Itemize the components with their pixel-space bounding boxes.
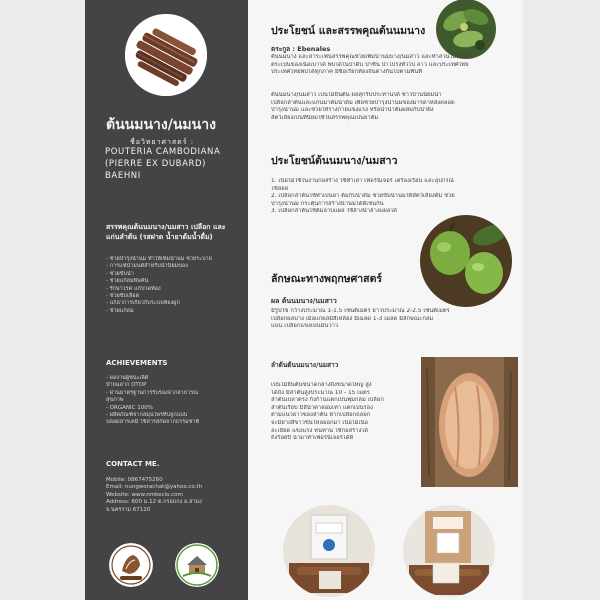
uses-line: บำรุงน้ำนม กระตุ้นการสร้างน้ำนมได้ดีเช่นกัน — [271, 200, 384, 207]
flyer-page — [85, 0, 523, 600]
fruit-title: ผล ต้นนมนาง/นมสาว — [271, 297, 337, 305]
contact-mobile: Mobile: 0867475260 — [106, 477, 163, 483]
contact-address-2: จ.นครราม 67120 — [106, 506, 151, 513]
benefits-line: - ช่วยแก้ลมพิษคัน — [106, 278, 149, 285]
description-line: เปลือกลำต้นและแก่นมาต้มน้ำดื่ม เพื่อช่วยบำรุงน้ำนมของมารดาหลังคลอด — [271, 99, 455, 106]
benefits-list — [106, 256, 231, 315]
fruit-description — [271, 308, 511, 331]
scientific-name-label: ชื่อวิทยาศาสตร์ : — [130, 138, 195, 146]
trunk-line: ถึงร้อยปี นำมาทำเฟอร์นิเจอร์ได้ดี — [271, 435, 354, 442]
trunk-title: ลำต้นต้นนมนาง/นมสาว — [271, 361, 339, 369]
achievement-line: - ผลิตภัณฑ์จากสมุนไพรที่ปลูกแบบ — [106, 412, 188, 419]
uses-line: 3. เปลือกลำต้นใช้ต้มอาบแผล ใช้ล้างน้ำล้างแผลได้ — [271, 208, 398, 215]
benefits-line: - การแช่น้ำมนต์สำหรับน้ำนิยมของ — [106, 263, 188, 270]
description-paragraph — [271, 92, 501, 122]
benefits-line: - แก้อาการเกี่ยวกับระบบท้องผูก — [106, 300, 180, 307]
trunk-line: ตามแนวยาวของลำต้น หากเปลือกถลอก — [271, 412, 371, 419]
uses-line: 2. เปลือกลำต้นใช้ทำเป็นยา ต้มกับน้ำดื่ม ช่วยขับน้ำนมให้สัตว์เลี้ยงดื่ม ช่วย — [271, 193, 455, 200]
uses-list — [271, 178, 506, 216]
contact-website: Website: www.nmkeclo.com — [106, 491, 183, 498]
description-line: ต้นนมนาง/นมสาว เป็นไม้ยืนต้น ผลสุกรับประทานได้ ชาวบ้านนิยมนำ — [271, 92, 442, 98]
trunk-line: จะมียางสีขาวข้นไหลออกมา เนื้อไม้เนื้อ — [271, 419, 369, 426]
botany-heading: ลักษณะทางพฤกษศาสตร์ — [271, 273, 383, 285]
right-panel — [248, 0, 523, 600]
uses-line: ใช้สอย — [271, 185, 289, 192]
farm-logo-icon — [175, 543, 219, 587]
product-photo-tea — [403, 505, 495, 597]
scientific-name: POUTERIA CAMBODIANA (PIERRE EX DUBARD) BAEHNI — [105, 147, 221, 181]
uses-line: 1. เนื้อไม้ใช้ในงานก่อสร้าง ใช้ทำเสา เฟอร์นิเจอร์ เครื่องเรือน และอุปกรณ์ — [271, 178, 454, 184]
trunk-line: ลำต้นเรียบ มีสีน้ำตาลอมเทา แตกเป็นร่อง — [271, 404, 373, 411]
trunk-line: เป็นไม้ยืนต้นขนาดกลางถึงขนาดใหญ่ สูง — [271, 382, 372, 388]
achievement-line: ปลอดสารเคมี ใช้สารสกัดจากธรรมชาติ — [106, 419, 200, 426]
intro-line: ตระเป็นของเนื้อเบาได้ พบได้ในป่าดิบ ป่าชื้น ป่าโปร่งทั่วไป ลาว และประเทศไทย — [271, 61, 469, 68]
contact-address: Address: 600 ม.12 ต.กรอบกง อ.สามง — [106, 499, 202, 506]
description-line: สัตว์เลี้ยงเป็นที่นิยมใช้ในสรรพคุณเป็นยาต้ม — [271, 114, 379, 121]
intro-paragraph — [271, 54, 501, 77]
benefits-line: - รักษาโรค แก้ปวดท้อง — [106, 285, 161, 292]
bark-pieces-photo — [125, 14, 207, 96]
benefits-line: - ช่วยแก้ลม — [106, 307, 134, 314]
benefits-title: สรรพคุณต้นนมนาง/นมสาว เปลือก และแก่นลำต้น (รสฝาด น้ำยาต้มน้ำดื่ม) — [106, 223, 226, 241]
leaf-photo — [436, 0, 496, 59]
benefits-heading: ประโยชน์ และสรรพคุณต้นนมนาง — [271, 25, 426, 37]
contact-email: Email: nungworachat@yahoo.co.th — [106, 484, 203, 491]
achievement-line: ป้ายฉลาก OTOP — [106, 382, 147, 389]
achievement-line: - ผลงานผู้ชนะเลิศ — [106, 375, 149, 381]
brand-logo — [109, 543, 153, 587]
benefits-line: - ช่วยขับน้ำ — [106, 270, 134, 277]
fruit-photo — [420, 215, 512, 307]
achievement-line: - ORGANIC 100% — [106, 404, 153, 411]
trunk-description — [271, 382, 413, 443]
achievements-title: ACHIEVEMENTS — [106, 359, 168, 367]
description-line: บำรุงน้ำนม และช่วยให้ร่างกายแข็งแรง หรือนำน้ำต้มผสมกับน้ำผึ้ง — [271, 107, 434, 114]
intro-line: ประเทศไทยพบได้ทุกภาค มีชื่อเรียกท้องถิ่นต่างกันไปตามพื้นที่ — [271, 69, 423, 76]
intro-line: ต้นนมนาง และสาระเฟนสรรพคุณช่วยเพิ่มน้ำนมบาง/นมสาว และทำสวนไม่ยืนต้น — [271, 54, 472, 60]
product-bag-image — [283, 505, 375, 597]
product-photo-bag — [283, 505, 375, 597]
fruit-line: แบน เปลือกแข็งเป็นมันวาว — [271, 323, 339, 330]
fruit-line: มีรูปไข่ กว้างประมาณ 1-1.5 เซนติเมตร ยาวประมาณ 2-2.5 เซนติเมตร — [271, 308, 450, 314]
brand-logo-icon — [109, 543, 153, 587]
leaf-image — [436, 0, 496, 59]
trunk-bark-photo — [421, 357, 518, 487]
benefits-line: - ช่วยบำรุงน้ำนม ทำให้เพิ่มน้ำนม ช่วยระบาย — [106, 256, 212, 262]
achievements-list — [106, 375, 231, 427]
left-panel — [85, 0, 248, 600]
trunk-line: ได้ถึง มีลำต้นสูงประมาณ 10 - 15 เมตร — [271, 389, 370, 396]
farm-logo — [175, 543, 219, 587]
trunk-bark-image — [421, 357, 518, 487]
achievement-line: สุขภาพ — [106, 397, 124, 404]
achievement-line: - ผ่านมาตรฐานการรับรองจากสาธารณ — [106, 389, 199, 396]
family-label: ตระกูล : Ebenales — [271, 45, 331, 53]
product-tea-image — [403, 505, 495, 597]
page-title: ต้นนมนาง/นมนาง — [106, 117, 216, 133]
benefits-line: - ช่วยขับเลือด — [106, 293, 140, 300]
trunk-line: ละเอียด แข็งแรง ทนทาน ใช้ก่อสร้างได้ — [271, 427, 369, 434]
fruit-line: เปลือกผลบาง เมื่อแก่ผลมีสีเหลือง มีเมล็ด 1-3 เมล็ด มีลักษณะกลม — [271, 315, 434, 322]
contact-list — [106, 477, 231, 514]
contact-title: CONTACT ME. — [106, 460, 160, 468]
fruit-image — [420, 215, 512, 307]
bark-pieces-image — [125, 14, 207, 96]
uses-heading: ประโยชน์ต้นนมนาง/นมสาว — [271, 155, 398, 167]
trunk-line: ลำต้นเปลาตรง กิ่งก้านแตกเป็นพุ่มกลม เปลือก — [271, 397, 384, 404]
